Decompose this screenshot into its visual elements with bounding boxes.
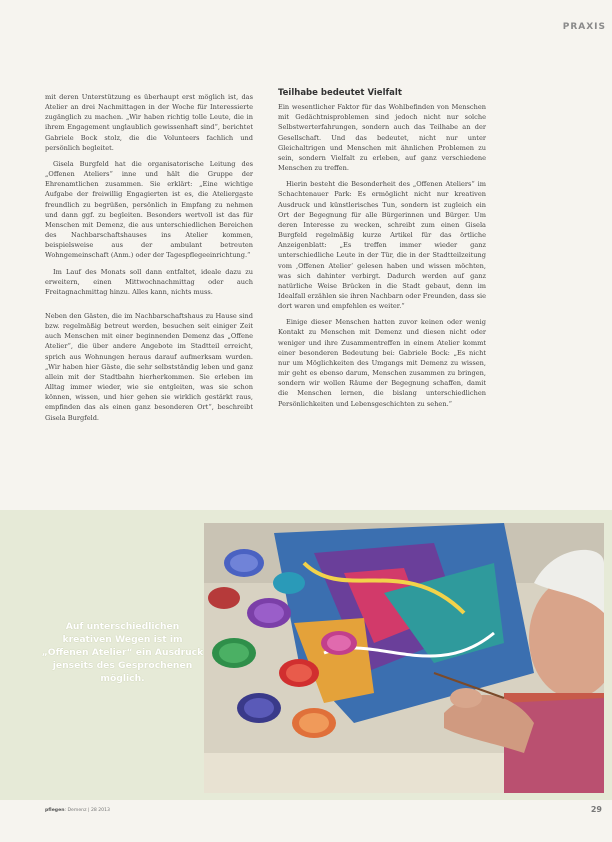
right-text-column (278, 88, 486, 415)
painting-scene-illustration (204, 523, 604, 793)
section-heading: Teilhabe bedeutet Vielfalt (278, 88, 402, 98)
page-number: 29 (590, 805, 602, 814)
left-paragraph-2: Gisela Burgfeld hat die organisatorische Leitung des „Offenen Ateliers“ inne und hält die Gruppe der Ehrenamtlichen zusammen. Sie erklärt: „Eine wichtige Aufgabe der freiwillig Engagierten ist es, die Atelierga̲̲ste freundlich zu begrüßen, persönlich in Empfang zu nehmen und dann ggf. zu begleiten. Besonders wertvoll ist das für Menschen mit Demenz, die aus unterschiedlichen Bereichen des Nachbarschaftshauses ins Atelier kommen, beispielsweise aus der ambulant betreuten Wohngemeinschaft (Anm.) oder der Tagespflegeeinrichtung.“ (45, 159, 253, 260)
right-paragraph-3: Einige dieser Menschen hatten zuvor keinen oder wenig Kontakt zu Menschen mit Demenz und diesen nicht oder weniger und ihre Zusammentreffen in einem Atelier kommt einer besonderen Bedeutung bei: Gabriele Bock: „Es nicht nur um Möglichkeiten des Umgangs mit Demenz zu wissen, mir geht es ebenso darum, Menschen zusammen zu bringen, sondern wir wollen Räume der Begegnung schaffen, damit die Menschen lernen, die bislang unterschiedlichen Persönlichkeiten und Lebensgeschichten zu sehen.“ (278, 318, 486, 408)
section-tag: PRAXIS (562, 22, 606, 32)
footer-publication-name: pflegen (45, 808, 65, 813)
right-paragraph-1: Ein wesentlicher Faktor für das Wohlbefinden von Menschen mit Gedächtnisproblemen sind jedoch nicht nur solche Selbstwerterfahrungen, sondern auch das Teilhabe an der Gesellschaft. Und das bedeutet, nicht nur unter Gleichaltrigen und Menschen mit ähnlichen Problemen zu sein, sondern Vielfalt zu erleben, auf ganz verschiedene Menschen zu treffen. (278, 103, 486, 173)
footer-issue: : Demenz | 28 2013 (64, 808, 110, 813)
atelier-photo (204, 523, 604, 793)
left-paragraph-3: Im Lauf des Monats soll dann entfaltet, ideale dazu zu erweitern, einen Mittwochnachmittag oder auch Freitagnachmittag hinzu. Alles kann, nichts muss. (45, 267, 253, 296)
footer-publication (45, 808, 110, 813)
left-paragraph-1: mit deren Unterstützung es überhaupt erst möglich ist, das Atelier an drei Nachmittagen in der Woche für Interessierte zugänglich zu machen. „Wir haben richtig tolle Leute, die in ihrem Engagement unglaublich gewissenhaft sind“, berichtet Gabriele Bock stolz, die die Volunteers fachlich und persönlich begleitet. (45, 93, 253, 152)
photo-caption: Auf unterschiedlichen kreativen Wegen ist im „Offenen Atelier“ ein Ausdruck jenseits des Gesprochenen möglich. (41, 621, 204, 684)
left-text-column (45, 92, 253, 429)
left-paragraph-4: Neben den Gästen, die im Nachbarschaftshaus zu Hause sind bzw. regelmäßig betreut werden, besuchen seit einiger Zeit auch Menschen mit einer beginnenden Demenz das „Offene Atelier“, die über andere Angebote im Stadtteil erreicht, sprich aus Wohnungen heraus darauf aufmerksam wurden. „Wir haben hier Gäste, die sehr selbstständig leben und ganz allein mit der Stadtbahn hierherkommen. Sie erleben im Alltag immer wieder, wie sie entgleiten, was sie schon können, wissen, und hier gehen sie wirklich gestärkt raus, empfinden das als einen ganz besonderen Ort“, beschreibt Gisela Burgfeld. (45, 311, 253, 422)
right-paragraph-2: Hierin besteht die Besonderheit des „Offenen Ateliers“ im Schachtenauer Park: Es ermöglicht nicht nur kreativen Ausdruck und künstlerisches Tun, sondern ist zugleich ein Ort der Begegnung für alle Bürgerinnen und Bürger. Um deren Interesse zu wecken, schreibt zum einen Gisela Burgfeld regelmäßig kurze Artikel für das örtliche Anzeigenblatt: „Es treffen immer wieder ganz unterschiedliche Leute in der Tür, die in der Stadtteilzeitung vom ,Offenen Atelier‘ gelesen haben und wissen möchten, was sich dahinter verbirgt. Dadurch werden auf ganz natürliche Weise Brücken in die Stadt gebaut, denn im Idealfall erzählen sie ihren Nachbarn oder Freunden, dass sie dort waren und empfehlen es weiter.“ (278, 180, 486, 311)
